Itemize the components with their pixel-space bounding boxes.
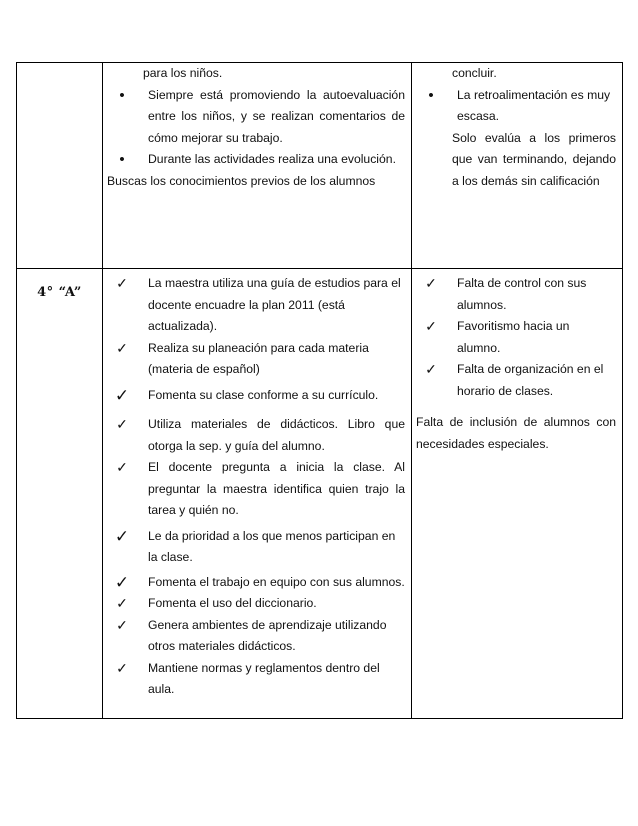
plain-text: Buscas los conocimientos previos de los alumnos (107, 173, 376, 188)
list-item: ✓ Realiza su planeación para cada materia (materia de español) (103, 338, 411, 381)
weaknesses-cell (412, 63, 623, 269)
plain-text: Solo evalúa a los primeros que van terminando, dejando a los demás sin calificación (452, 130, 616, 188)
checkmark-icon: ✓ (425, 275, 437, 291)
list-item: • La retroalimentación es muy escasa. (412, 85, 622, 128)
list-item: • Siempre está promoviendo la autoevaluación entre los niños, y se realizan comentarios de cómo mejorar su trabajo. (103, 85, 411, 150)
list-item: ✓ Genera ambientes de aprendizaje utilizando otros materiales didácticos. (103, 615, 411, 658)
table-row (17, 269, 623, 719)
list-item: • Durante las actividades realiza una evolución. (103, 149, 411, 171)
list-item: ✓ Utiliza materiales de didácticos. Libro que otorga la sep. y guía del alumno. (103, 414, 411, 457)
weaknesses-cell (412, 269, 623, 719)
grade-cell (17, 269, 103, 719)
list-item: ✓ Falta de organización en el horario de clases. (412, 359, 622, 402)
checkmark-icon: ✓ (114, 526, 130, 546)
list-item: ✓ Fomenta el trabajo en equipo con sus alumnos. (114, 572, 405, 592)
list-item: ✓ Falta de control con sus alumnos. (412, 273, 622, 316)
continued-text: concluir. (452, 66, 497, 80)
list-item: ✓ Fomenta el uso del diccionario. (103, 593, 411, 615)
checkmark-icon: ✓ (116, 416, 128, 432)
grade-cell-empty (17, 63, 103, 269)
checkmark-icon: ✓ (425, 361, 437, 377)
strengths-cell (103, 269, 412, 719)
checkmark-icon: ✓ (116, 595, 128, 611)
grade-label: 4° “A” (37, 285, 82, 300)
bullet-icon: • (119, 86, 125, 104)
observation-table (16, 62, 623, 719)
checkmark-icon: ✓ (116, 459, 128, 475)
continued-text: para los niños. (143, 66, 223, 80)
list-item: ✓ Favoritismo hacia un alumno. (412, 316, 622, 359)
bullet-icon: • (119, 151, 125, 168)
checkmark-icon: ✓ (116, 616, 128, 633)
checkmark-icon: ✓ (114, 385, 130, 405)
list-item: ✓ Fomenta su clase conforme a su currículo. (114, 385, 379, 405)
list-item: ✓ Mantiene normas y reglamentos dentro del aula. (103, 658, 411, 701)
checkmark-icon: ✓ (425, 318, 437, 334)
list-item: ✓ El docente pregunta a inicia la clase. Al preguntar la maestra identifica quien trajo la tarea y quién no. (103, 457, 411, 522)
list-item: ✓ Le da prioridad a los que menos participan en la clase. (114, 526, 396, 564)
strengths-cell (103, 63, 412, 269)
table-row (17, 63, 623, 269)
checkmark-icon: ✓ (116, 275, 128, 291)
list-item: ✓ La maestra utiliza una guía de estudios para el docente encuadre la plan 2011 (está actualizada). (103, 273, 411, 338)
checkmark-icon: ✓ (116, 339, 128, 356)
bullet-icon: • (428, 86, 434, 104)
plain-text: Falta de inclusión de alumnos con necesidades especiales. (416, 415, 616, 451)
checkmark-icon: ✓ (116, 659, 128, 676)
checkmark-icon: ✓ (114, 572, 130, 592)
